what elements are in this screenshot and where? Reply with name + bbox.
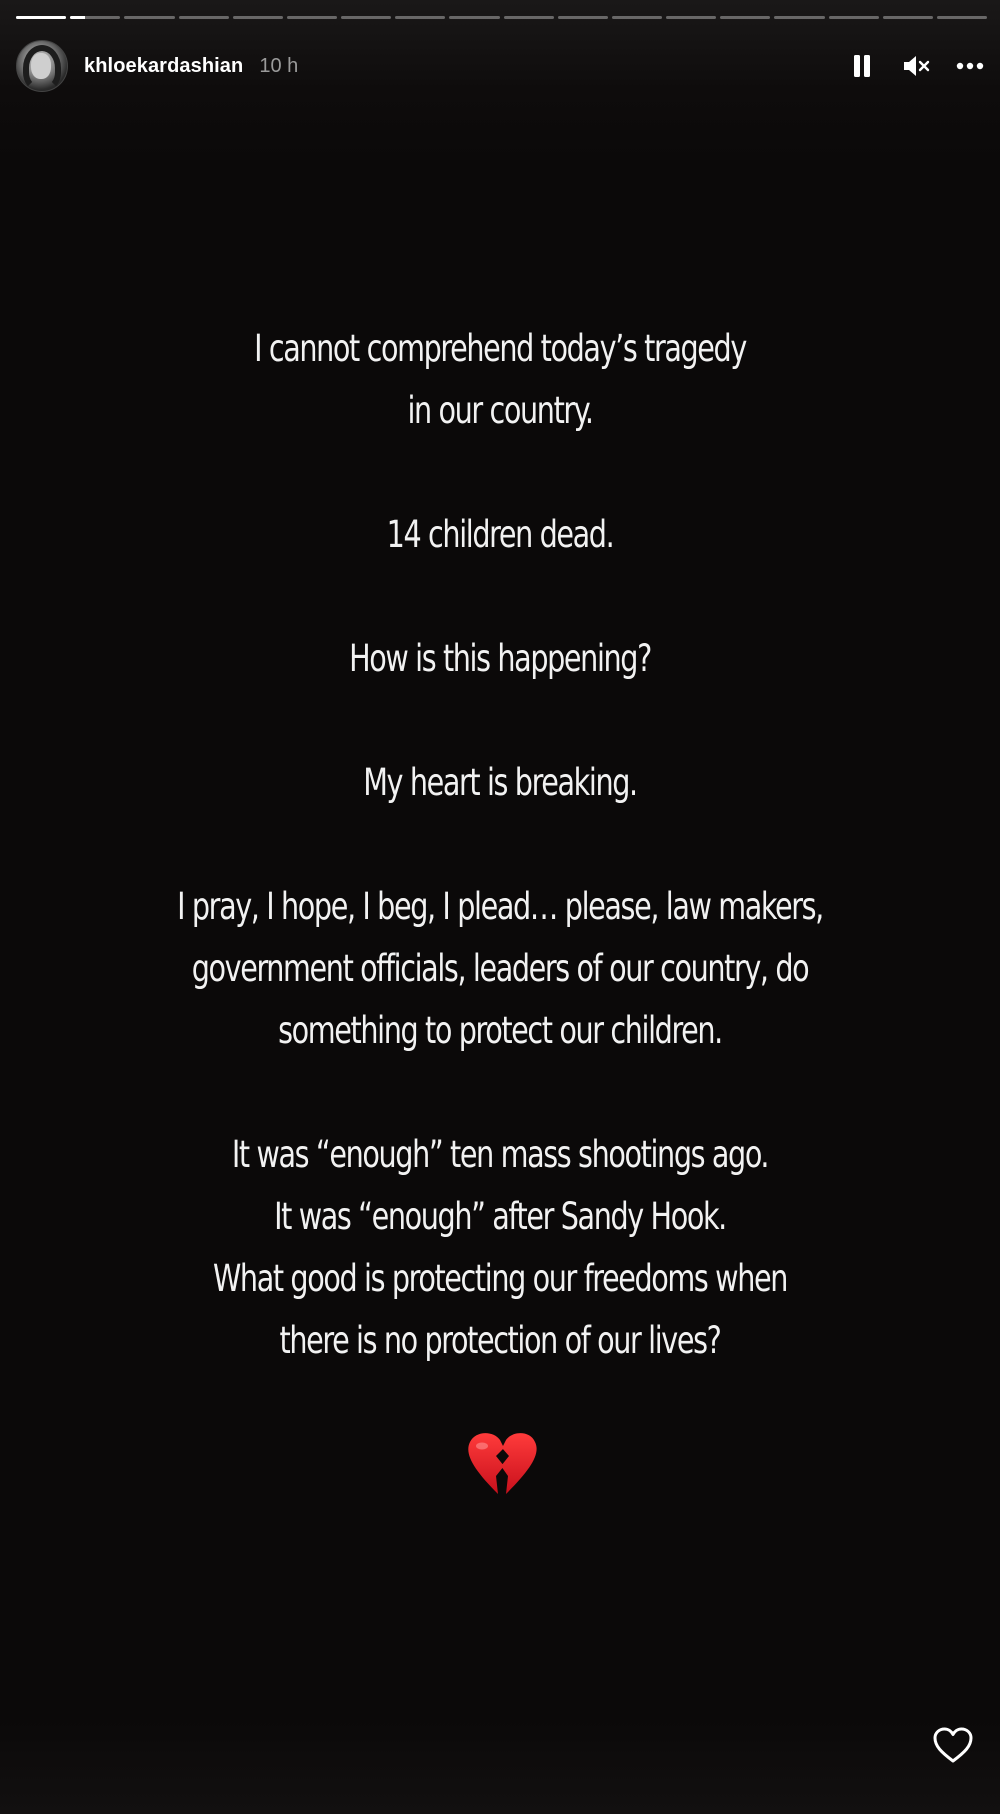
progress-segment bbox=[883, 16, 933, 19]
muted-speaker-icon bbox=[902, 54, 930, 78]
progress-segment bbox=[829, 16, 879, 19]
progress-segment bbox=[558, 16, 608, 19]
message-line: 14 children dead. bbox=[386, 513, 614, 556]
message-spacer bbox=[156, 442, 844, 504]
progress-segment bbox=[395, 16, 445, 19]
heart-outline-icon[interactable] bbox=[932, 1726, 974, 1764]
progress-segment bbox=[720, 16, 770, 19]
message-line: government officials, leaders of our country, do bbox=[191, 947, 809, 990]
message-line: I cannot comprehend today’s tragedy bbox=[254, 327, 746, 370]
avatar-face bbox=[31, 53, 51, 79]
progress-segment bbox=[666, 16, 716, 19]
more-options-button[interactable] bbox=[956, 52, 984, 80]
username[interactable]: khloekardashian bbox=[84, 54, 244, 77]
progress-segment bbox=[287, 16, 337, 19]
progress-segment bbox=[341, 16, 391, 19]
message-line: I pray, I hope, I beg, I plead… please, law makers, bbox=[177, 885, 823, 928]
progress-segment bbox=[774, 16, 824, 19]
message-line: something to protect our children. bbox=[278, 1009, 722, 1052]
story-message bbox=[156, 318, 844, 1372]
more-options-icon bbox=[956, 62, 984, 70]
progress-segment bbox=[449, 16, 499, 19]
progress-segment bbox=[504, 16, 554, 19]
message-line: in our country. bbox=[407, 389, 593, 432]
message-spacer bbox=[156, 690, 844, 752]
progress-segment bbox=[233, 16, 283, 19]
message-spacer bbox=[156, 814, 844, 876]
message-line: What good is protecting our freedoms when bbox=[212, 1257, 788, 1300]
progress-segment bbox=[124, 16, 174, 19]
avatar[interactable] bbox=[16, 40, 68, 92]
pause-button[interactable] bbox=[848, 52, 876, 80]
message-line: there is no protection of our lives? bbox=[279, 1319, 721, 1362]
story-controls bbox=[848, 52, 984, 80]
progress-segment bbox=[70, 16, 120, 19]
message-line: How is this happening? bbox=[349, 637, 651, 680]
story-progress-bar bbox=[16, 16, 987, 20]
message-spacer bbox=[156, 566, 844, 628]
message-spacer bbox=[156, 1062, 844, 1124]
mute-button[interactable] bbox=[902, 52, 930, 80]
progress-segment-fill bbox=[70, 16, 85, 19]
message-line: My heart is breaking. bbox=[363, 761, 637, 804]
message-line: It was “enough” ten mass shootings ago. bbox=[231, 1133, 769, 1176]
progress-segment bbox=[179, 16, 229, 19]
pause-icon bbox=[852, 54, 872, 78]
timestamp: 10 h bbox=[259, 54, 299, 77]
broken-heart-emoji bbox=[466, 1432, 538, 1498]
story-header bbox=[16, 40, 984, 92]
message-line: It was “enough” after Sandy Hook. bbox=[274, 1195, 726, 1238]
progress-segment-fill bbox=[16, 16, 66, 19]
progress-segment bbox=[612, 16, 662, 19]
progress-segment bbox=[937, 16, 987, 19]
progress-segment bbox=[16, 16, 66, 19]
